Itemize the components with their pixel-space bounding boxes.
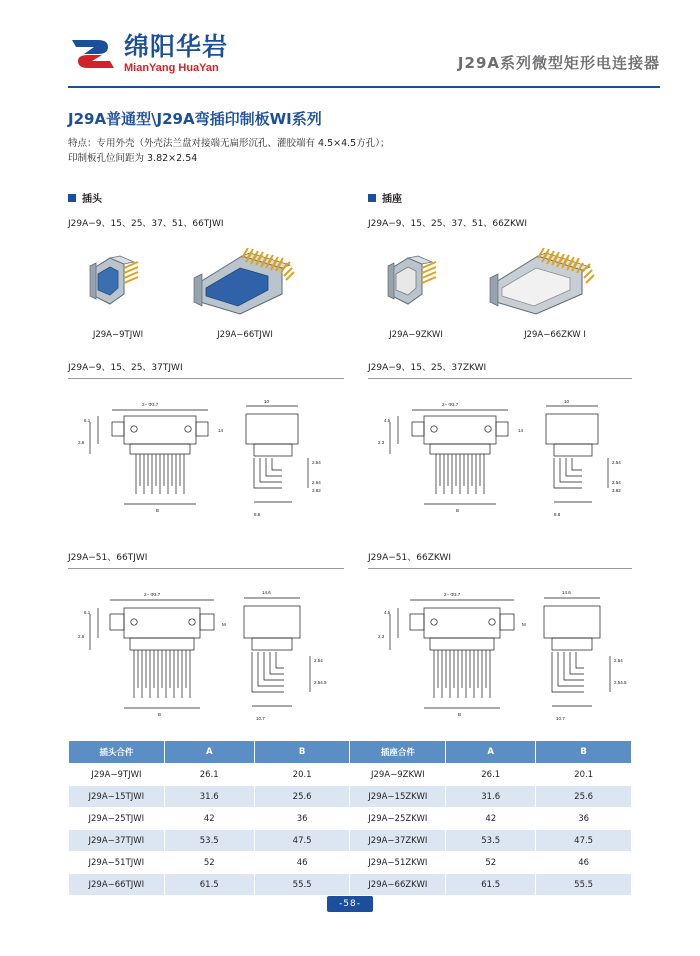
cell: 52 [164,852,254,874]
cell: J29A−9ZKWI [350,764,446,786]
cell: 52 [446,852,536,874]
table-col-socket-b: B [536,741,632,764]
page-header [40,30,660,88]
svg-text:10.7: 10.7 [556,716,565,721]
cell: 42 [446,808,536,830]
left-subrule-1 [68,378,344,379]
svg-text:6.1: 6.1 [84,610,91,615]
cell: 36 [536,808,632,830]
svg-text:2.54: 2.54 [312,460,321,465]
cell: 53.5 [446,830,536,852]
svg-text:2.54: 2.54 [612,480,621,485]
connector-photo-9zkwi [378,250,448,325]
table-header-row [69,741,632,764]
svg-text:4.5: 4.5 [384,610,391,615]
svg-text:M: M [222,622,226,627]
left-subheading-2: J29A−51、66TJWI [68,553,148,563]
connector-photo-9tjwi [80,250,150,325]
left-partnumber-list: J29A−9、15、25、37、51、66TJWI [68,219,224,229]
technical-drawing-left-1 [68,392,348,532]
features-line-1: 特点：专用外壳（外壳法兰盘对接端无扁形沉孔、灌胶端有 4.5×4.5方孔）； [68,138,390,149]
cell: 25.6 [536,786,632,808]
cell: 31.6 [446,786,536,808]
svg-text:2.54.5: 2.54.5 [314,680,327,685]
left-column-heading-label: 插头 [82,194,102,205]
left-subrule-2 [68,568,344,569]
table-row [69,874,632,896]
table-col-plug-b: B [254,741,350,764]
caption-right-2: J29A−66ZKW Ⅰ [524,330,586,340]
cell: J29A−66TJWI [69,874,165,896]
svg-text:2.3: 2.3 [378,634,385,639]
svg-text:3.82: 3.82 [312,488,321,493]
cell: 61.5 [164,874,254,896]
company-logo [68,34,228,74]
svg-text:2.54: 2.54 [314,658,323,663]
svg-text:10: 10 [564,399,570,404]
cell: J29A−51TJWI [69,852,165,874]
features-line-2: 印制板孔位间距为 3.82×2.54 [68,153,198,164]
svg-text:B: B [458,712,462,717]
page-number: -58- [327,896,373,912]
right-subheading-1: J29A−9、15、25、37ZKWI [368,363,487,373]
svg-text:10.7: 10.7 [256,716,265,721]
technical-drawing-right-1 [368,392,648,532]
cell: J29A−37ZKWI [350,830,446,852]
cell: 20.1 [536,764,632,786]
svg-text:2.6: 2.6 [78,440,85,445]
cell: 20.1 [254,764,350,786]
cell: J29A−9TJWI [69,764,165,786]
caption-right-1: J29A−9ZKWI [389,330,443,340]
cell: J29A−25ZKWI [350,808,446,830]
table-row [69,764,632,786]
square-bullet-icon [68,194,76,202]
right-subrule-2 [368,568,632,569]
cell: 25.6 [254,786,350,808]
svg-text:2− Φ3.7: 2− Φ3.7 [444,592,461,597]
logo-english-name: MianYang HuaYan [124,62,219,74]
cell: J29A−66ZKWI [350,874,446,896]
svg-text:B: B [456,508,460,513]
cell: 46 [536,852,632,874]
technical-drawing-left-2 [68,582,348,732]
svg-text:14.6: 14.6 [562,590,571,595]
table-row [69,808,632,830]
table-row [69,830,632,852]
cell: 55.5 [254,874,350,896]
section-title: J29A普通型\J29A弯插印制板WⅠ系列 [68,110,322,128]
svg-text:2− Φ3.7: 2− Φ3.7 [442,402,459,407]
cell: 36 [254,808,350,830]
header-divider [68,86,660,88]
technical-drawing-right-2 [368,582,648,732]
svg-text:10: 10 [264,399,270,404]
cell: 31.6 [164,786,254,808]
square-bullet-icon [368,194,376,202]
table-col-socket-a: A [446,741,536,764]
cell: 47.5 [536,830,632,852]
right-subheading-2: J29A−51、66ZKWI [368,553,452,563]
caption-left-1: J29A−9TJWI [92,330,144,340]
svg-text:2− Φ3.7: 2− Φ3.7 [144,592,161,597]
left-column-heading [68,190,102,205]
svg-text:14: 14 [218,428,224,433]
connector-photo-66zkwi [486,248,606,329]
right-partnumber-list: J29A−9、15、25、37、51、66ZKWI [368,219,528,229]
logo-chinese-name: 绵阳华岩 [124,32,229,61]
left-subheading-1: J29A−9、15、25、37TJWI [68,363,183,373]
svg-text:2.54: 2.54 [612,460,621,465]
svg-text:3.82: 3.82 [612,488,621,493]
svg-text:8.8: 8.8 [254,512,261,517]
svg-text:2.54.5: 2.54.5 [614,680,627,685]
logo-mark-icon [68,34,116,74]
svg-text:14: 14 [518,428,524,433]
svg-text:2.6: 2.6 [78,634,85,639]
table-col-plug: 插头合件 [69,741,165,764]
table-row [69,852,632,874]
cell: 26.1 [164,764,254,786]
right-column-heading [368,190,402,205]
table-col-plug-a: A [164,741,254,764]
right-subrule-1 [368,378,632,379]
cell: J29A−51ZKWI [350,852,446,874]
cell: 53.5 [164,830,254,852]
svg-text:8.8: 8.8 [554,512,561,517]
svg-text:2.54: 2.54 [614,658,623,663]
cell: 26.1 [446,764,536,786]
table-col-socket: 插座合件 [350,741,446,764]
svg-text:B: B [156,508,160,513]
cell: 47.5 [254,830,350,852]
cell: 42 [164,808,254,830]
cell: 55.5 [536,874,632,896]
cell: 46 [254,852,350,874]
cell: J29A−37TJWI [69,830,165,852]
svg-text:M: M [522,622,526,627]
svg-text:6.1: 6.1 [84,418,91,423]
connector-photo-66tjwi [190,248,300,329]
document-title: J29A系列微型矩形电连接器 [457,54,660,72]
cell: J29A−15TJWI [69,786,165,808]
svg-text:2− Φ3.7: 2− Φ3.7 [142,402,159,407]
cell: J29A−15ZKWI [350,786,446,808]
svg-text:14.6: 14.6 [262,590,271,595]
caption-left-2: J29A−66TJWI [217,330,273,340]
logo-text [124,34,228,74]
right-column-heading-label: 插座 [382,194,402,205]
features-block [68,136,628,166]
dimensions-table [68,740,632,896]
cell: 61.5 [446,874,536,896]
svg-text:B: B [158,712,162,717]
svg-text:2.3: 2.3 [378,440,385,445]
svg-text:2.54: 2.54 [312,480,321,485]
cell: J29A−25TJWI [69,808,165,830]
svg-text:4.5: 4.5 [384,418,391,423]
table-row [69,786,632,808]
